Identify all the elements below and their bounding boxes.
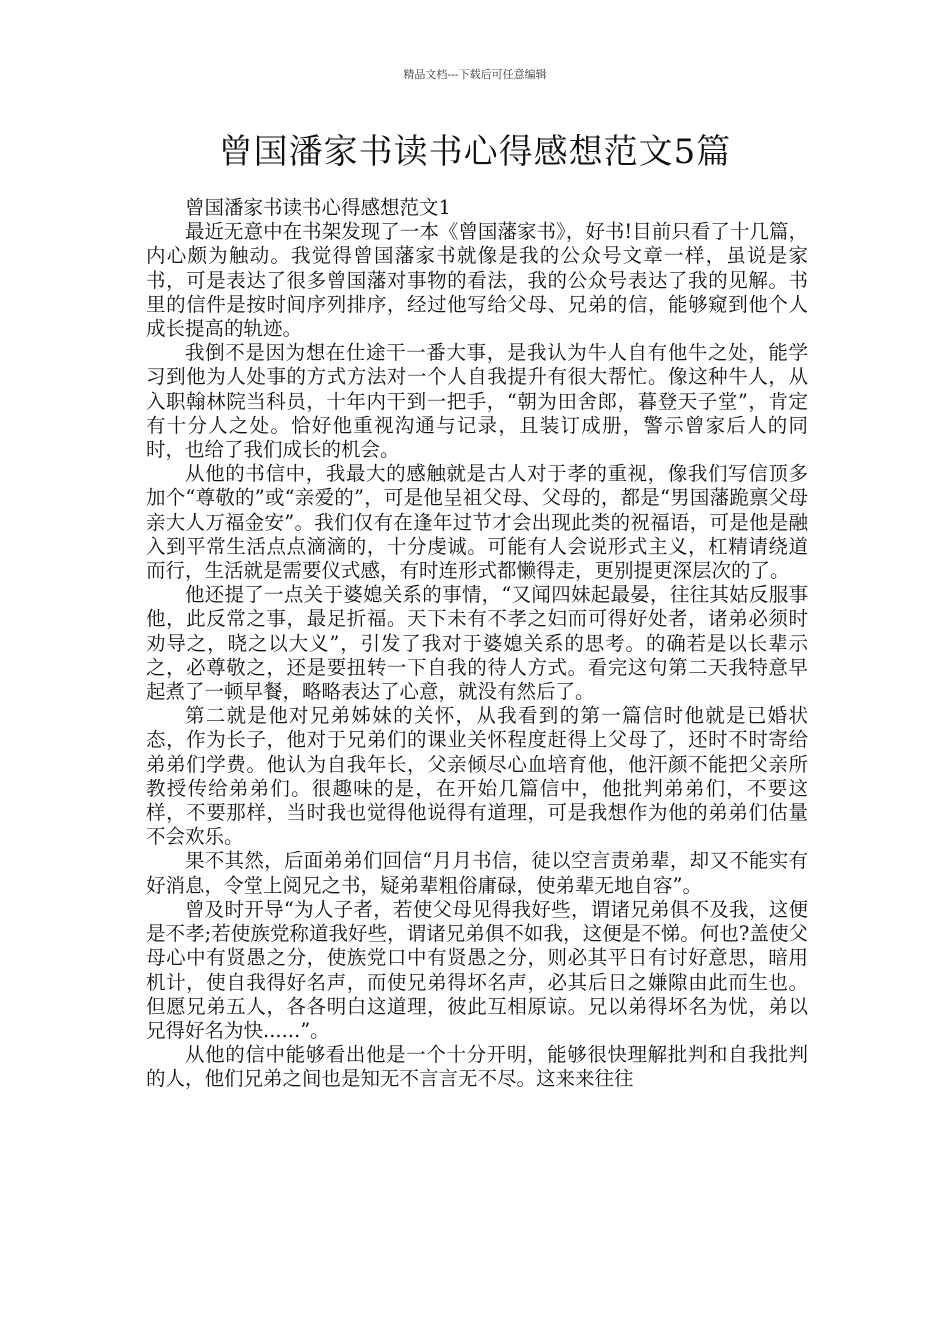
paragraph: 从他的书信中，我最大的感触就是古人对于孝的重视，像我们写信顶多加个“尊敬的”或“亲爱的”，可是他呈祖父母、父母的，都是“男国藩跪禀父母亲大人万福金安”。我们仅有在逢年过节才会出现此类的祝福语，可是他是融入到平常生活点点滴滴的，十分虔诚。可能有人会说形式主义，杠精请绕道而行，生活就是需要仪式感，有时连形式都懒得走，更别提更深层次的了。 [146,462,808,583]
section-heading: 曾国潘家书读书心得感想范文1 [185,196,451,219]
paragraph: 他还提了一点关于婆媳关系的事情，“又闻四妹起最晏，往往其姑反服事他，此反常之事，最足折福。天下未有不孝之妇而可得好处者，诸弟必须时劝导之，晓之以大义”，引发了我对于婆媳关系的思考。的确若是以长辈示之，必尊敬之，还是要扭转一下自我的待人方式。看完这句第二天我特意早起煮了一顿早餐，略略表达了心意，就没有然后了。 [146,583,808,704]
paragraph: 我倒不是因为想在仕途干一番大事，是我认为牛人自有他牛之处，能学习到他为人处事的方式方法对一个人自我提升有很大帮忙。像这种牛人，从入职翰林院当科员，十年内干到一把手，“朝为田舍郎，暮登天子堂”，肯定有十分人之处。恰好他重视沟通与记录，且装订成册，警示曾家后人的同时，也给了我们成长的机会。 [146,341,808,462]
document-title: 曾国潘家书读书心得感想范文5篇 [218,132,732,172]
paragraph: 最近无意中在书架发现了一本《曾国藩家书》，好书!目前只看了十几篇，内心颇为触动。我觉得曾国藩家书就像是我的公众号文章一样，虽说是家书，可是表达了很多曾国藩对事物的看法，我的公众号表达了我的见解。书里的信件是按时间序列排序，经过他写给父母、兄弟的信，能够窥到他个人成长提高的轨迹。 [146,220,808,341]
page-header: 精品文档---下载后可任意编辑 [403,68,547,81]
paragraph: 果不其然，后面弟弟们回信“月月书信，徒以空言责弟辈，却又不能实有好消息，令堂上阅兄之书，疑弟辈粗俗庸碌，使弟辈无地自容”。 [146,849,808,897]
document-body [146,196,808,1092]
paragraph: 从他的信中能够看出他是一个十分开明，能够很快理解批判和自我批判的人，他们兄弟之间也是知无不言言无不尽。这来来往往 [146,1043,808,1091]
paragraph: 曾及时开导“为人子者，若使父母见得我好些，谓诸兄弟俱不及我，这便是不孝;若使族党称道我好些，谓诸兄弟俱不如我，这便是不悌。何也?盖使父母心中有贤愚之分，使族党口中有贤愚之分，则必其平日有讨好意思，暗用机计，使自我得好名声，而使兄弟得坏名声，必其后日之嫌隙由此而生也。但愿兄弟五人，各各明白这道理，彼此互相原谅。兄以弟得坏名为忧，弟以兄得好名为快......”。 [146,897,808,1042]
paragraph: 第二就是他对兄弟姊妹的关怀，从我看到的第一篇信时他就是已婚状态，作为长子，他对于兄弟们的课业关怀程度赶得上父母了，还时不时寄给弟弟们学费。他认为自我年长，父亲倾尽心血培育他，他汗颜不能把父亲所教授传给弟弟们。很趣味的是，在开始几篇信中，他批判弟弟们，不要这样，不要那样，当时我也觉得他说得有道理，可是我想作为他的弟弟们估量不会欢乐。 [146,704,808,849]
